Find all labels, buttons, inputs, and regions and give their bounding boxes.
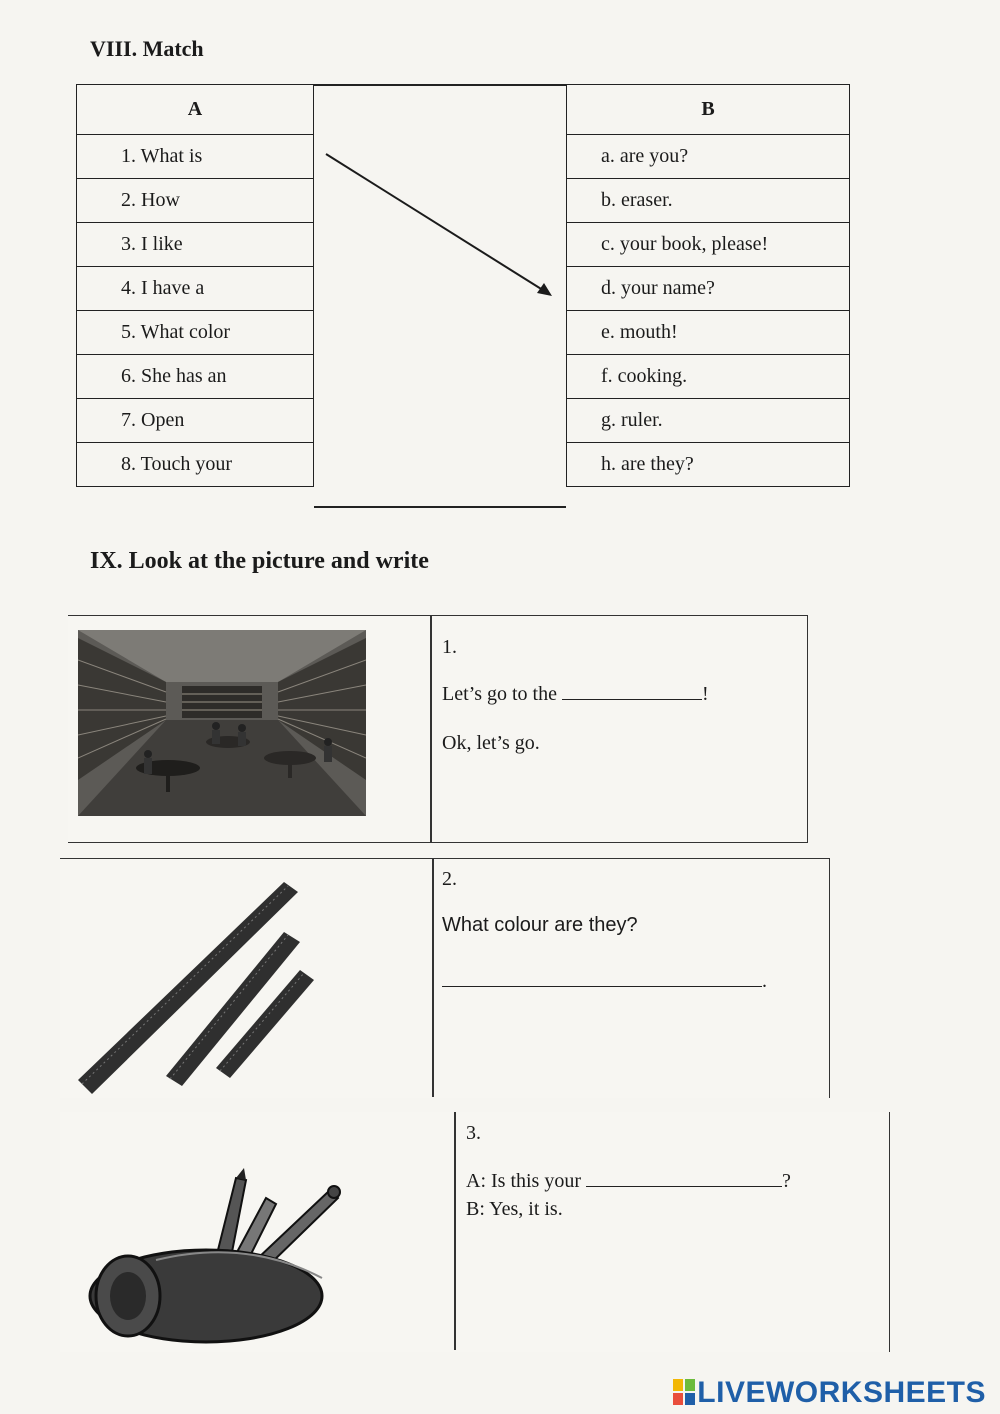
match-a-item[interactable]: 3. I like: [77, 223, 314, 267]
question-1-end-mark: !: [701, 683, 709, 705]
liveworksheets-logo-icon: [673, 1379, 695, 1405]
rulers-picture: [78, 880, 318, 1096]
question-1-answer-blank[interactable]: [562, 699, 702, 700]
question-1-text: Let’s go to the: [442, 683, 557, 705]
match-b-item[interactable]: d. your name?: [567, 267, 850, 311]
section-8-title: VIII. Match: [90, 36, 204, 61]
question-2-answer: [442, 970, 767, 993]
question-3-text: A: Is this your: [466, 1170, 581, 1192]
column-a-header: A: [77, 85, 314, 135]
panel-divider: [430, 616, 432, 842]
question-1-prompt: [442, 683, 709, 706]
match-b-item[interactable]: h. are they?: [567, 443, 850, 487]
table-bottom-border: [314, 506, 566, 508]
match-b-item[interactable]: g. ruler.: [567, 399, 850, 443]
match-column-b: [566, 84, 850, 487]
liveworksheets-logo: [673, 1376, 986, 1410]
match-a-item[interactable]: 6. She has an: [77, 355, 314, 399]
match-a-item[interactable]: 7. Open: [77, 399, 314, 443]
question-3-reply: B: Yes, it is.: [466, 1198, 563, 1220]
question-2-text: What colour are they?: [442, 914, 638, 936]
match-b-item[interactable]: b. eraser.: [567, 179, 850, 223]
section-9-title: IX. Look at the picture and write: [90, 548, 429, 574]
question-1-number: 1.: [442, 636, 457, 658]
library-picture: [78, 630, 366, 816]
question-2-end-mark: .: [762, 970, 767, 992]
example-match-arrow: [314, 140, 574, 310]
match-a-item[interactable]: 1. What is: [77, 135, 314, 179]
panel-divider: [454, 1112, 456, 1350]
pencil-case-picture: [86, 1168, 348, 1348]
question-2-number: 2.: [442, 868, 457, 890]
question-3-end-mark: ?: [782, 1170, 791, 1192]
match-a-item[interactable]: 8. Touch your: [77, 443, 314, 487]
panel-divider: [432, 859, 434, 1097]
match-a-item[interactable]: 5. What color: [77, 311, 314, 355]
column-b-header: B: [567, 85, 850, 135]
match-a-item[interactable]: 4. I have a: [77, 267, 314, 311]
match-b-item[interactable]: a. are you?: [567, 135, 850, 179]
question-3-answer-blank[interactable]: [586, 1186, 782, 1187]
question-1-reply: Ok, let’s go.: [442, 732, 540, 754]
match-b-item[interactable]: c. your book, please!: [567, 223, 850, 267]
question-3-number: 3.: [466, 1122, 481, 1144]
match-a-item[interactable]: 2. How: [77, 179, 314, 223]
match-b-item[interactable]: f. cooking.: [567, 355, 850, 399]
question-3-prompt: [466, 1170, 791, 1193]
liveworksheets-logo-text: LIVEWORKSHEETS: [697, 1376, 986, 1409]
table-top-border: [314, 84, 566, 86]
match-b-item[interactable]: e. mouth!: [567, 311, 850, 355]
match-column-a: [76, 84, 314, 487]
question-2-answer-blank[interactable]: [442, 986, 762, 987]
